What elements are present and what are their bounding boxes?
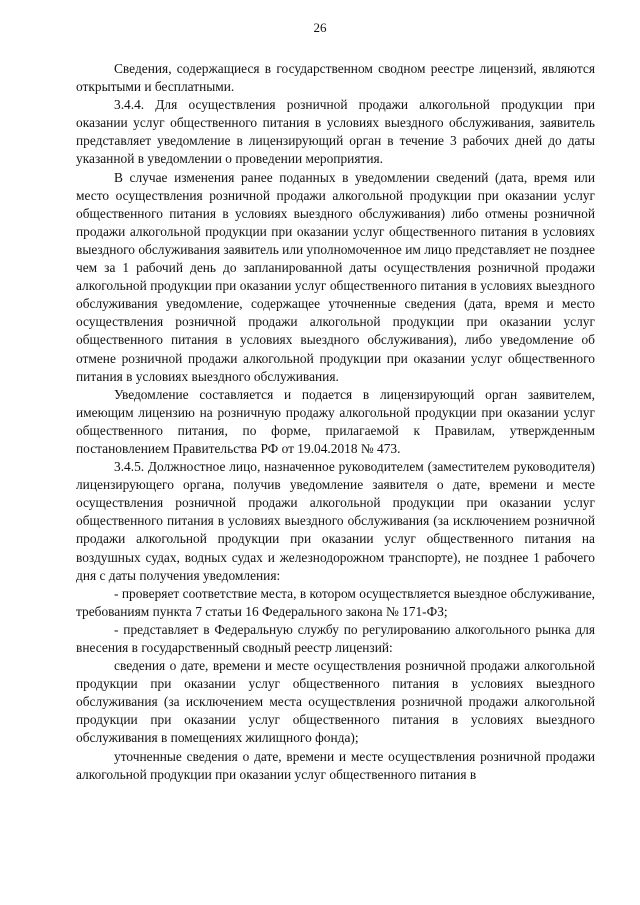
paragraph-date-time-place-info: сведения о дате, времени и месте осуществления розничной продажи алкогольной продукции при оказании услуг общественного питания в условиях выездного обслуживания (за исключением места осуществления розничной продажи алкогольной продукции при оказании услуг общественного питания в условиях выездного обслуживания в помещениях жилищного фонда); <box>76 658 595 746</box>
paragraph-updated-info: уточненные сведения о дате, времени и месте осуществления розничной продажи алкогольной продукции при оказании услуг общественного питания в <box>76 748 595 782</box>
page-number: 26 <box>313 20 327 35</box>
paragraph-check-location: - проверяет соответствие места, в котором осуществляется выездное обслуживание, требованиям пункта 7 статьи 16 Федерального закона № 171-ФЗ; <box>76 585 595 619</box>
paragraph-3-4-5: 3.4.5. Должностное лицо, назначенное руководителем (заместителем руководителя) лицензирующего органа, получив уведомление заявителя о дате, времени и месте осуществления розничной продажи алкогольной продукции при оказании услуг общественного питания в условиях выездного обслуживания (за исключением розничной продажи алкогольной продукции при оказании услуг общественного питания на воздушных судах, водных судах и железнодорожном транспорте), не позднее 1 рабочего дня с даты получения уведомления: <box>76 459 595 583</box>
paragraph-registry-info: Сведения, содержащиеся в государственном сводном реестре лицензий, являются открытыми и бесплатными. <box>76 61 595 95</box>
paragraph-notice-submission: Уведомление составляется и подается в лицензирующий орган заявителем, имеющим лицензию на розничную продажу алкогольной продукции при оказании услуг общественного питания, по форме, прилагаемой к Правилам, утвержденным постановлением Правительства РФ от 19.04.2018 № 473. <box>76 386 595 456</box>
paragraph-submit-to-registry: - представляет в Федеральную службу по регулированию алкогольного рынка для внесения в государственный сводный реестр лицензий: <box>76 621 595 655</box>
paragraph-changes-notice: В случае изменения ранее поданных в уведомлении сведений (дата, время или место осуществления розничной продажи алкогольной продукции при оказании услуг общественного питания в условиях выездного обслуживания) либо отмены розничной продажи алкогольной продукции при оказании услуг общественного питания в условиях выездного обслуживания заявитель или уполномоченное им лицо представляет не позднее чем за 1 рабочий день до запланированной даты осуществления розничной продажи алкогольной продукции при оказании услуг общественного питания в условиях выездного обслуживания уведомление, содержащее уточненные сведения (дата, время и место осуществления розничной продажи алкогольной продукции при оказании услуг общественного питания в условиях выездного обслуживания), либо уведомление об отмене розничной продажи алкогольной продукции при оказании услуг общественного питания в условиях выездного обслуживания. <box>76 169 595 384</box>
paragraph-3-4-4: 3.4.4. Для осуществления розничной продажи алкогольной продукции при оказании услуг общественного питания в условиях выездного обслуживания, заявитель представляет уведомление в лицензирующий орган в течение 3 рабочих дней до даты указанной в уведомлении о проведении мероприятия. <box>76 97 595 167</box>
body-text <box>76 60 595 784</box>
